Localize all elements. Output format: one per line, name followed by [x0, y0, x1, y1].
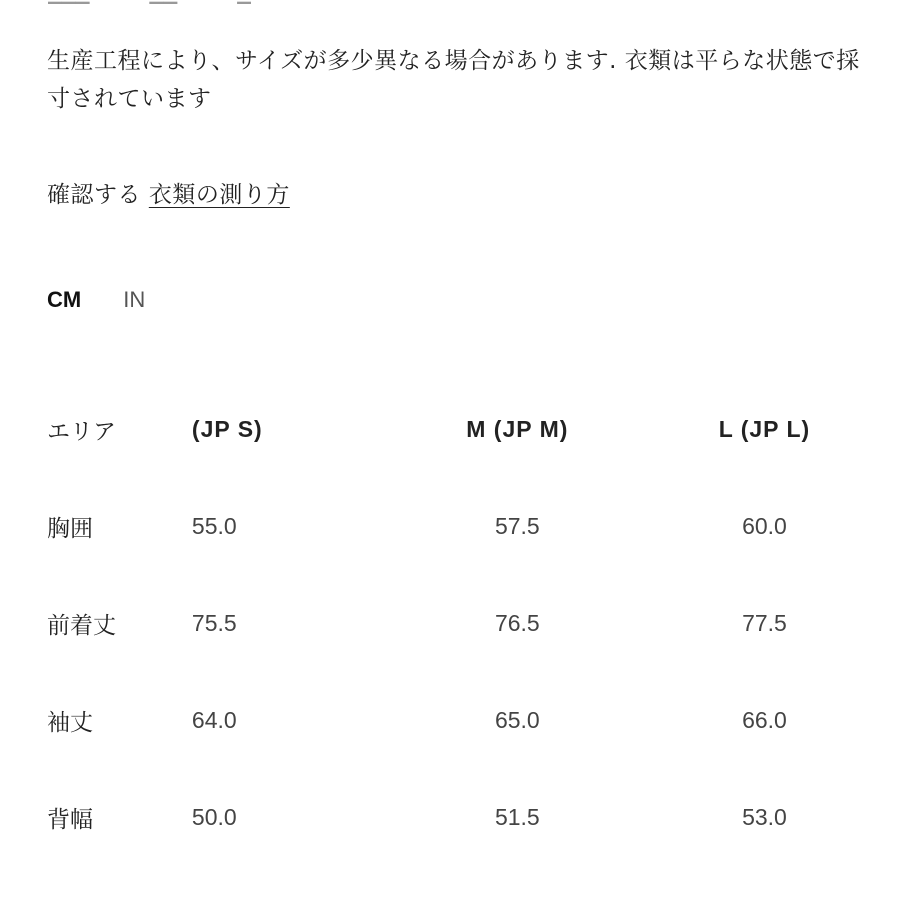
- value-s: 50.0: [191, 804, 237, 830]
- unit-cm-tab[interactable]: CM: [47, 287, 82, 312]
- row-area-label: 前着丈: [47, 613, 116, 639]
- table-row: [47, 478, 900, 575]
- row-area-label: 袖丈: [47, 710, 93, 736]
- value-m: 57.5: [494, 513, 540, 539]
- header-area: エリア: [47, 419, 116, 445]
- value-l: 66.0: [742, 707, 787, 733]
- header-size-l: L (JP L): [718, 416, 811, 442]
- size-notice: 生産工程により、サイズが多少異なる場合があります. 衣類は平らな状態で採寸されています: [47, 48, 860, 112]
- how-to-measure-prefix: 確認する: [47, 182, 141, 208]
- value-l: 77.5: [742, 610, 787, 636]
- row-area-label: 背幅: [47, 807, 93, 833]
- value-s: 75.5: [191, 610, 237, 636]
- table-row: [47, 672, 900, 769]
- row-area-label: 胸囲: [47, 516, 93, 542]
- value-l: 53.0: [742, 804, 787, 830]
- value-s: 55.0: [191, 513, 237, 539]
- cut-off-previous-content: [48, 0, 251, 4]
- cut-off-fragment: [150, 0, 178, 4]
- table-header-row: [47, 381, 900, 478]
- how-to-measure-line: [47, 177, 290, 213]
- how-to-measure-link[interactable]: 衣類の測り方: [148, 182, 290, 208]
- value-s: 64.0: [191, 707, 237, 733]
- unit-in-tab[interactable]: IN: [123, 287, 146, 312]
- cut-off-fragment: [48, 0, 90, 4]
- table-row: [47, 769, 900, 866]
- cut-off-fragment: [237, 0, 251, 4]
- value-m: 65.0: [494, 707, 540, 733]
- size-table: [47, 381, 900, 866]
- value-m: 51.5: [494, 804, 540, 830]
- header-size-m: M (JP M): [466, 416, 569, 442]
- table-row: [47, 575, 900, 672]
- unit-toggle: [47, 282, 145, 318]
- value-m: 76.5: [494, 610, 540, 636]
- header-size-s: (JP S): [191, 416, 263, 442]
- value-l: 60.0: [742, 513, 787, 539]
